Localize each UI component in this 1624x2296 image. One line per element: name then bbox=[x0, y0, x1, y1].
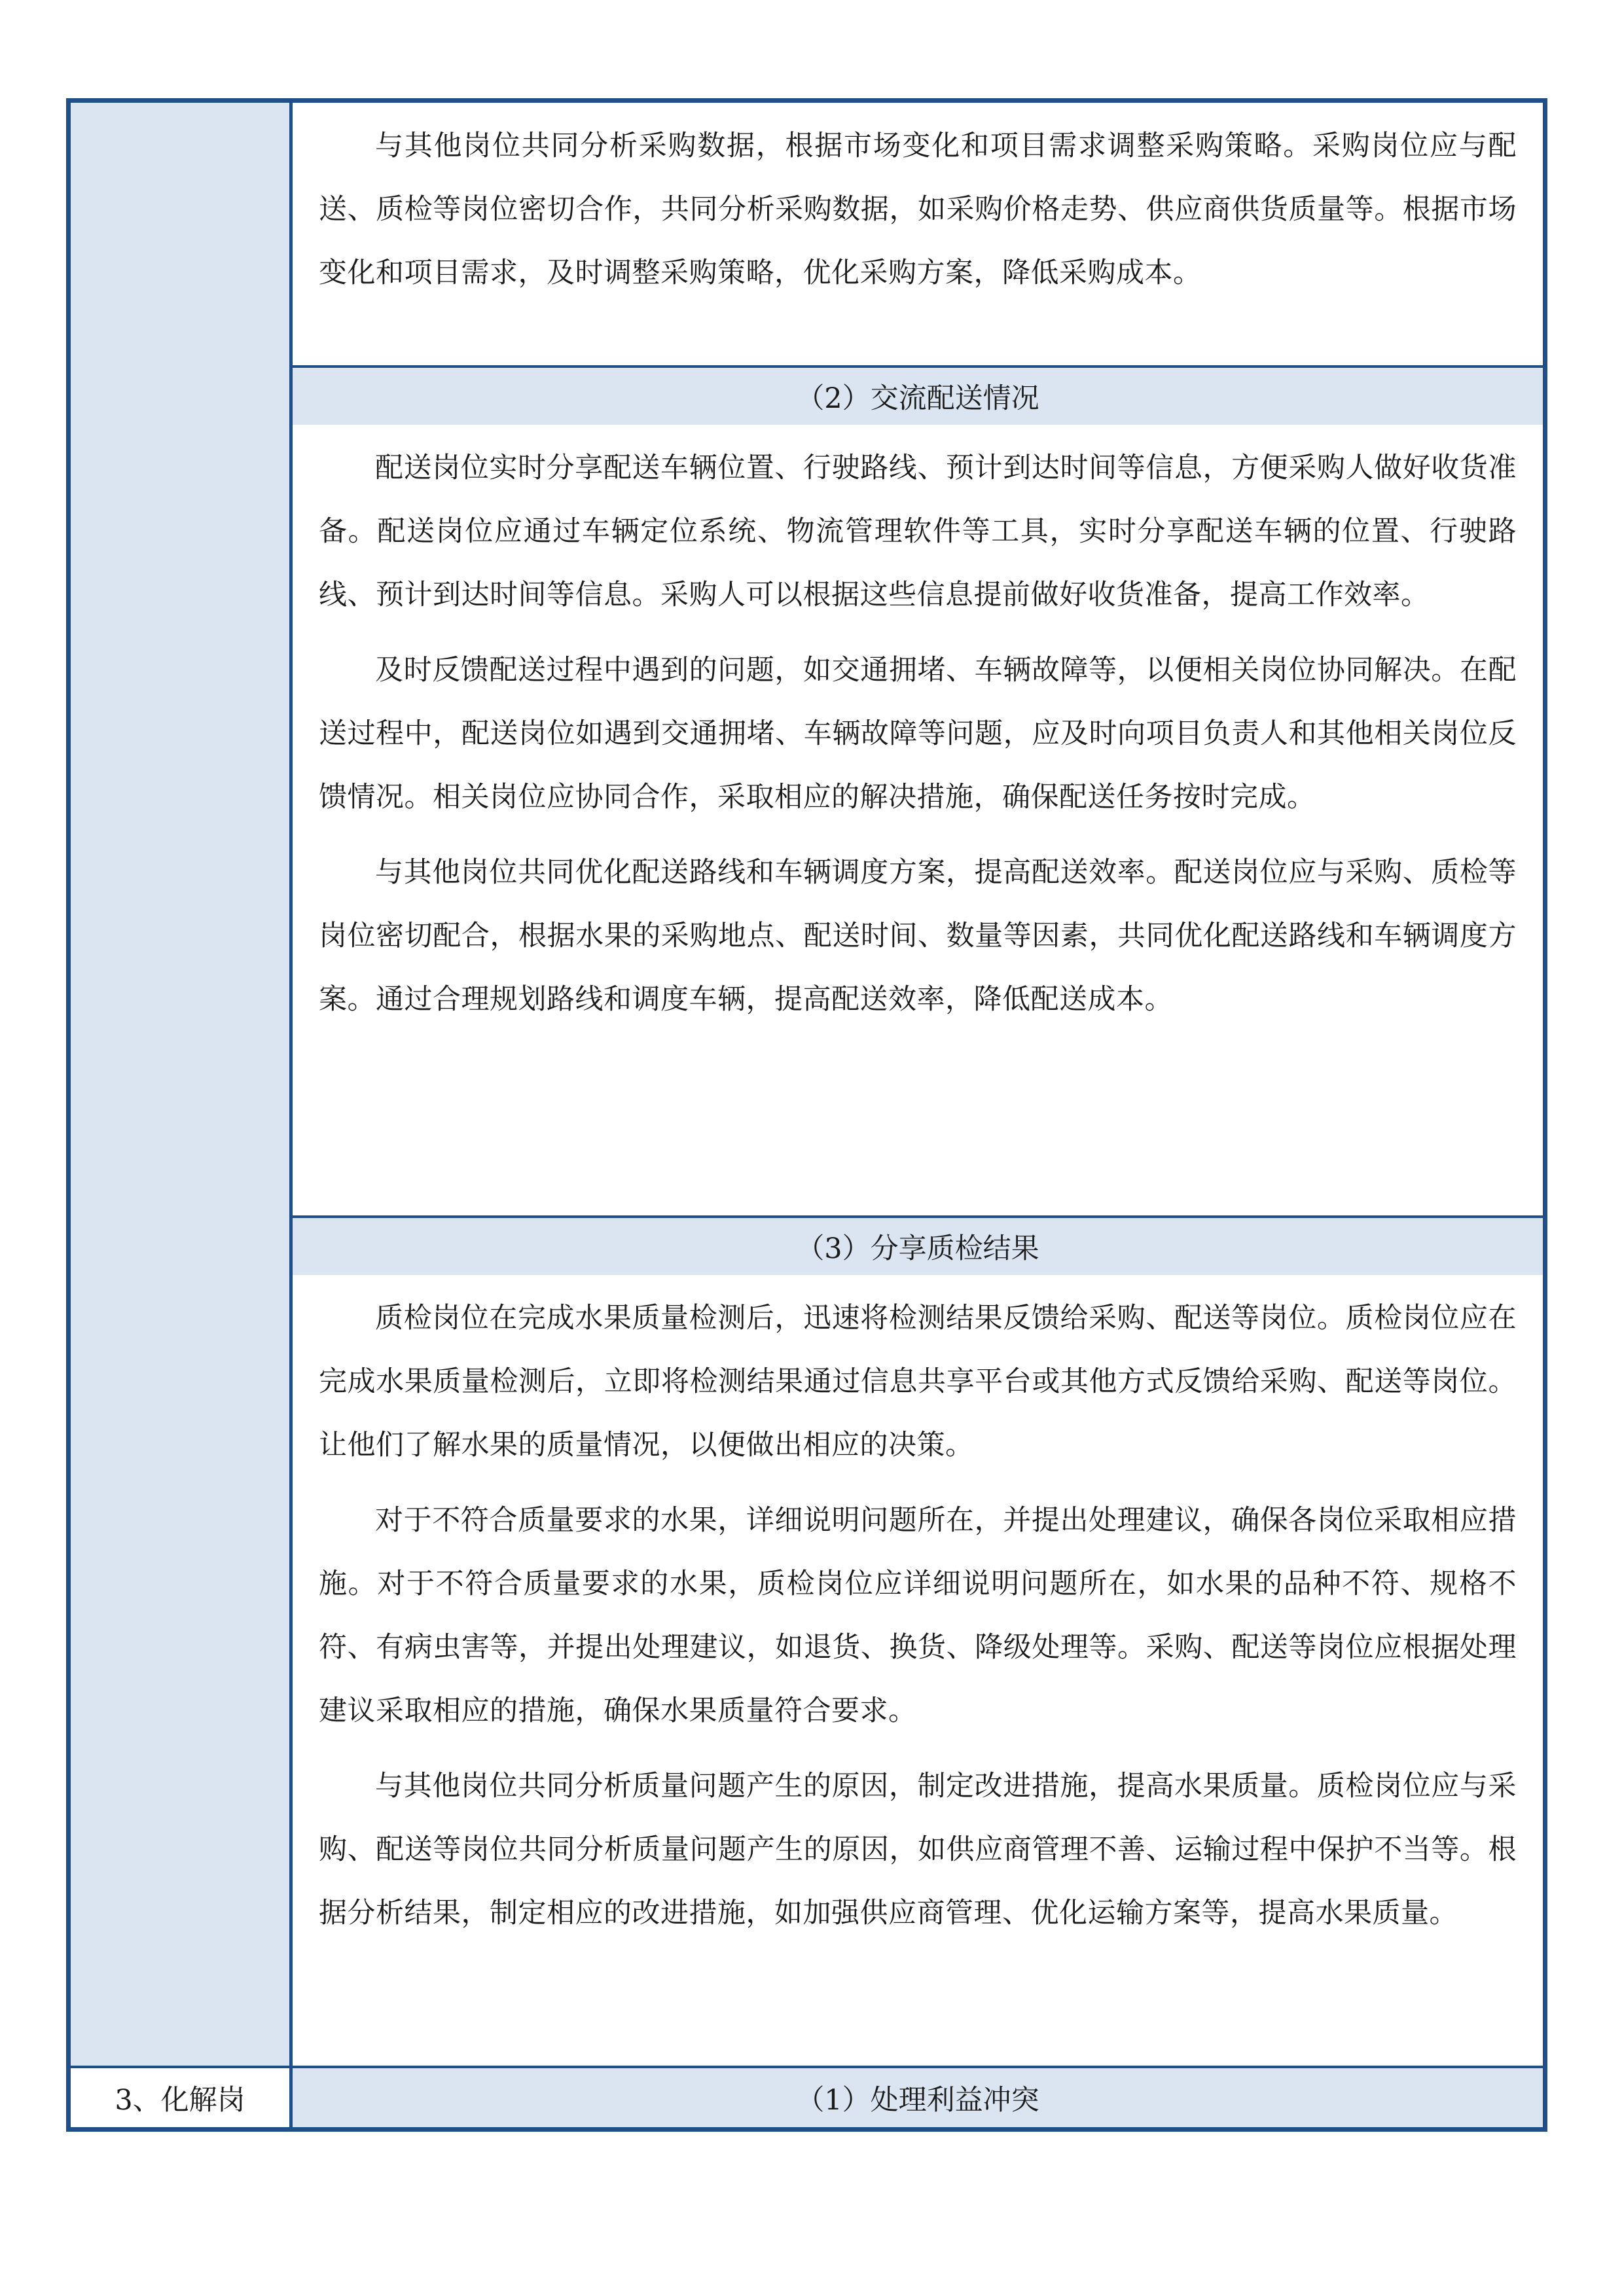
section-header: （2）交流配送情况 bbox=[293, 365, 1543, 425]
paragraph: 配送岗位实时分享配送车辆位置、行驶路线、预计到达时间等信息，方便采购人做好收货准备。配送岗位应通过车辆定位系统、物流管理软件等工具，实时分享配送车辆的位置、行驶路线、预计到达时间等信息。采购人可以根据这些信息提前做好收货准备，提高工作效率。 bbox=[319, 452, 1517, 611]
paragraph: 质检岗位在完成水果质量检测后，迅速将检测结果反馈给采购、配送等岗位。质检岗位应在完成水果质量检测后，立即将检测结果通过信息共享平台或其他方式反馈给采购、配送等岗位。让他们了解水果的质量情况，以便做出相应的决策。 bbox=[319, 1302, 1517, 1462]
section-header: （1）处理利益冲突 bbox=[293, 2066, 1543, 2127]
category-label: 3、化解岗 bbox=[71, 2066, 293, 2127]
section-header: （3）分享质检结果 bbox=[293, 1215, 1543, 1275]
left-category-column bbox=[71, 103, 293, 2066]
content-cell bbox=[293, 425, 1543, 1215]
paragraph: 与其他岗位共同优化配送路线和车辆调度方案，提高配送效率。配送岗位应与采购、质检等岗位密切配合，根据水果的采购地点、配送时间、数量等因素，共同优化配送路线和车辆调度方案。通过合理规划路线和调度车辆，提高配送效率，降低配送成本。 bbox=[319, 856, 1517, 1016]
document-table bbox=[66, 98, 1547, 2132]
content-cell bbox=[293, 103, 1543, 365]
paragraph: 及时反馈配送过程中遇到的问题，如交通拥堵、车辆故障等，以便相关岗位协同解决。在配送过程中，配送岗位如遇到交通拥堵、车辆故障等问题，应及时向项目负责人和其他相关岗位反馈情况。相关岗位应协同合作，采取相应的解决措施，确保配送任务按时完成。 bbox=[319, 654, 1517, 814]
paragraph: 对于不符合质量要求的水果，详细说明问题所在，并提出处理建议，确保各岗位采取相应措施。对于不符合质量要求的水果，质检岗位应详细说明问题所在，如水果的品种不符、规格不符、有病虫害等，并提出处理建议，如退货、换货、降级处理等。采购、配送等岗位应根据处理建议采取相应的措施，确保水果质量符合要求。 bbox=[319, 1504, 1517, 1727]
paragraph: 与其他岗位共同分析采购数据，根据市场变化和项目需求调整采购策略。采购岗位应与配送、质检等岗位密切合作，共同分析采购数据，如采购价格走势、供应商供货质量等。根据市场变化和项目需求，及时调整采购策略，优化采购方案，降低采购成本。 bbox=[319, 130, 1517, 289]
content-cell bbox=[293, 1275, 1543, 2066]
paragraph: 与其他岗位共同分析质量问题产生的原因，制定改进措施，提高水果质量。质检岗位应与采购、配送等岗位共同分析质量问题产生的原因，如供应商管理不善、运输过程中保护不当等。根据分析结果，制定相应的改进措施，如加强供应商管理、优化运输方案等，提高水果质量。 bbox=[319, 1770, 1517, 1929]
